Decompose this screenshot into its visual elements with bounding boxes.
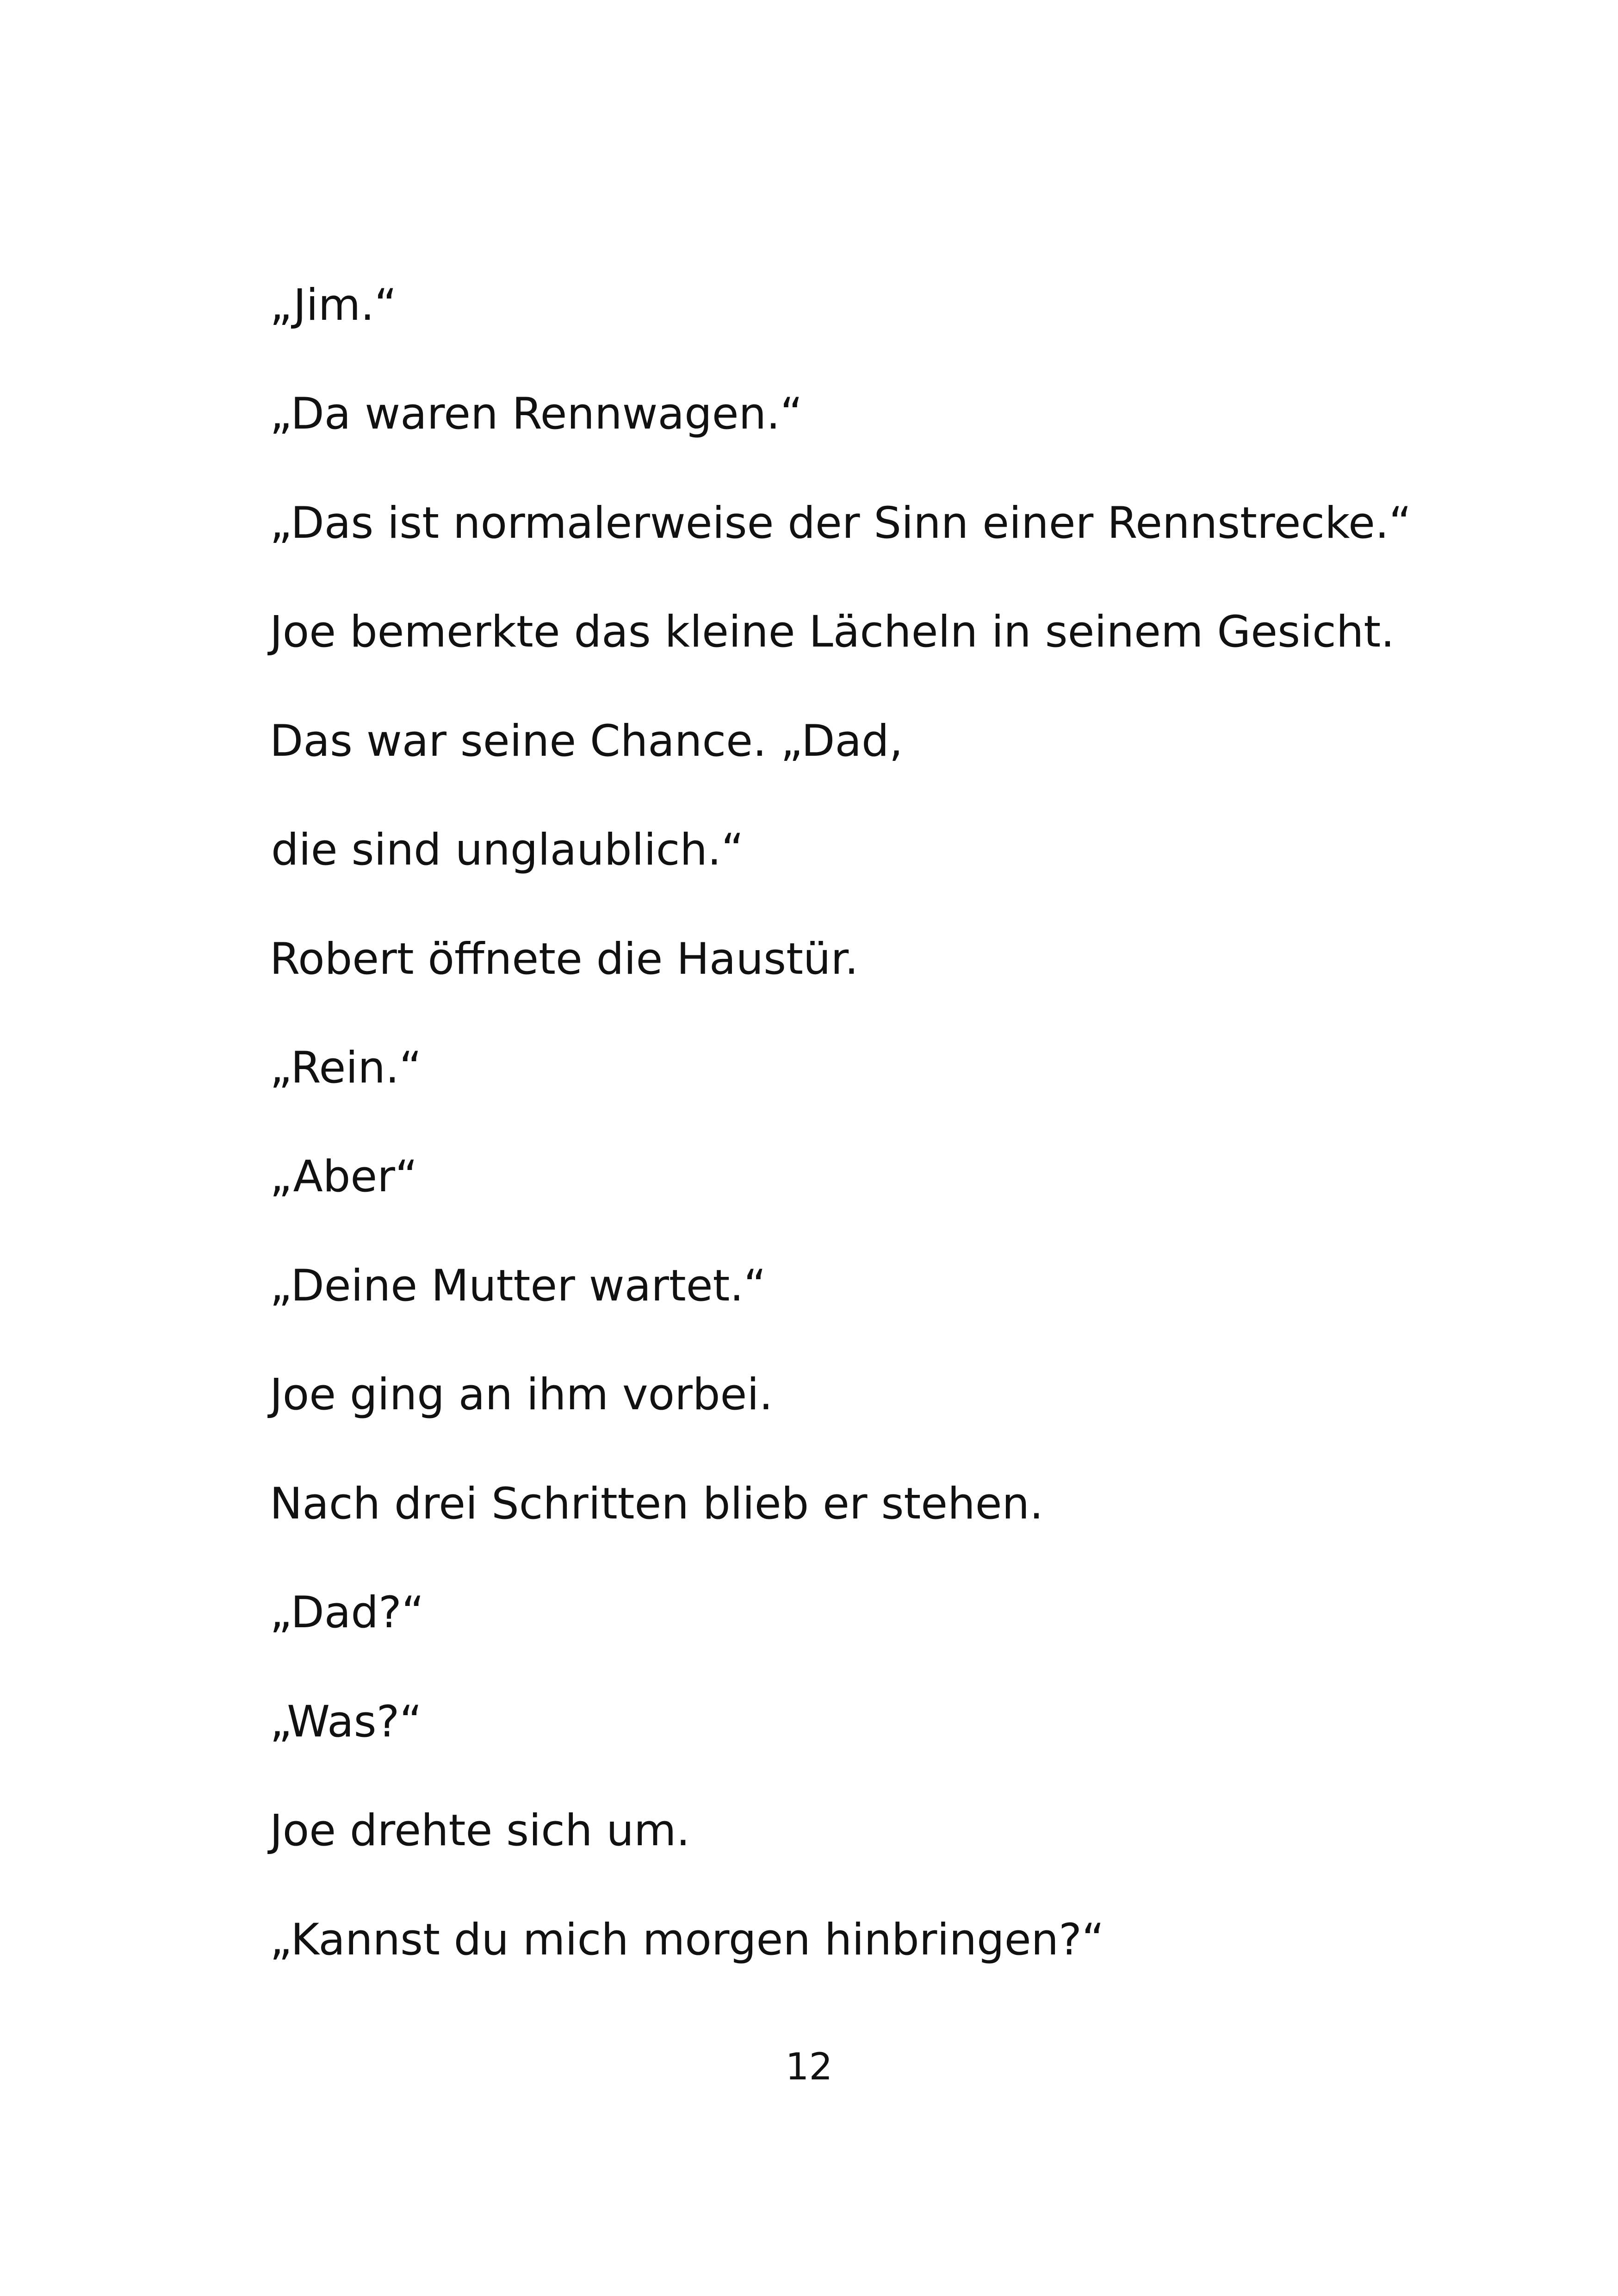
text-line: „Kannst du mich morgen hinbringen?“ [270,1915,1104,1965]
text-line: „Aber“ [270,1151,418,1202]
text-line: Joe bemerkte das kleine Lächeln in seinem Gesicht. [270,607,1395,657]
text-line: „Was?“ [270,1697,422,1747]
text-line: Joe drehte sich um. [270,1805,690,1856]
text-line: „Deine Mutter wartet.“ [270,1261,766,1311]
text-line: „Das ist normalerweise der Sinn einer Rennstrecke.“ [270,498,1412,548]
text-line: Das war seine Chance. „Dad, [270,716,903,766]
text-line: die sind unglaublich.“ [271,825,744,875]
text-line: „Rein.“ [270,1043,422,1093]
text-line: Robert öffnete die Haustür. [270,934,859,984]
page-number: 12 [785,2045,833,2088]
text-line: „Dad?“ [270,1587,424,1638]
text-line: Nach drei Schritten blieb er stehen. [270,1479,1043,1529]
text-line: Joe ging an ihm vorbei. [270,1369,773,1420]
text-line: „Jim.“ [270,280,397,330]
text-line: „Da waren Rennwagen.“ [270,389,803,439]
